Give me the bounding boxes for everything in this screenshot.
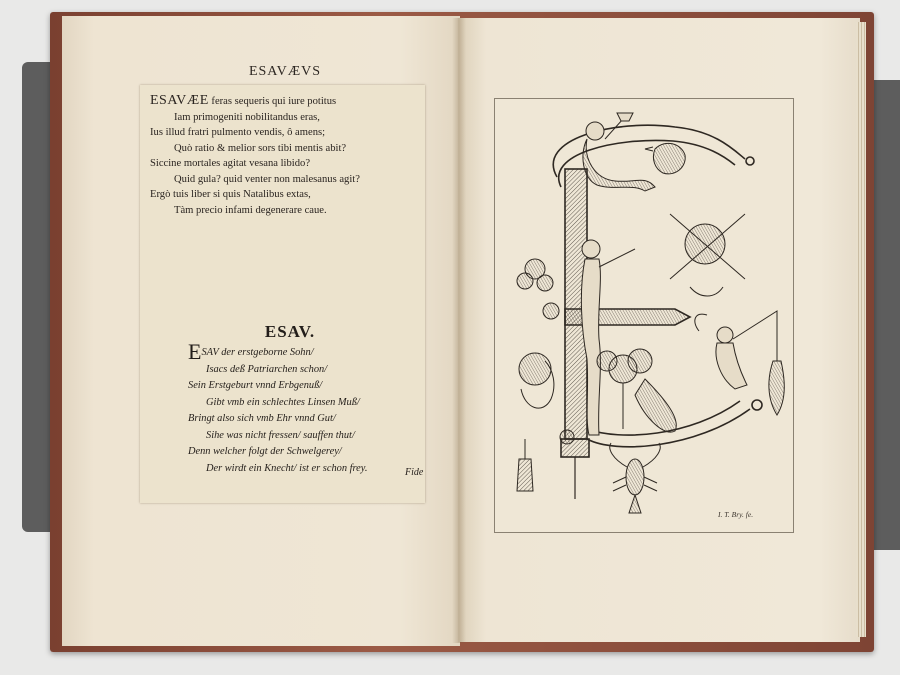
- latin-verse-line: [150, 141, 425, 157]
- latin-verse-line-text: Siccine mortales agitat vesana libido?: [150, 158, 311, 169]
- latin-verse-line-text: Quid gula? quid venter non malesanus agit?: [174, 173, 360, 185]
- german-verse-line-text: Gibt vmb ein schlechtes Linsen Muß/: [206, 396, 360, 408]
- latin-verses: [150, 93, 425, 218]
- german-verse-line: [188, 444, 423, 461]
- latin-verse-line: [150, 156, 425, 172]
- latin-verse-line: [150, 125, 425, 141]
- engraver-signature: I. T. Bry. fe.: [718, 510, 754, 519]
- latin-verse-line-text: Ius illud fratri pulmento vendis, ô amens;: [150, 127, 326, 138]
- german-verse-line: [188, 339, 423, 364]
- german-verse-line-text: Isacs deß Patriarchen schon/: [206, 363, 328, 375]
- latin-verse-line-text: Tàm precio infami degenerare caue.: [174, 204, 327, 216]
- latin-verse-line: [150, 172, 425, 188]
- german-verse-line: [188, 395, 423, 412]
- book-gutter: [452, 18, 466, 643]
- page-edges: [856, 22, 866, 637]
- catchword: Fide: [405, 467, 424, 478]
- latin-verse-line: [150, 203, 425, 219]
- latin-verse-line-text: Iam primogeniti nobilitandus eras,: [174, 111, 320, 123]
- german-verse-line: [188, 362, 423, 379]
- german-verse-line-initial: E: [188, 339, 202, 364]
- german-verse-line-text: SAV der erstgeborne Sohn/: [201, 347, 314, 358]
- german-verse-line-text: Sihe was nicht fressen/ sauffen thut/: [206, 429, 355, 441]
- latin-verse-line-text: Quò ratio & melior sors tibi mentis abit?: [174, 142, 347, 154]
- german-verse-line-text: Sein Erstgeburt vnnd Erbgenuß/: [188, 380, 323, 391]
- engraving-plate: [494, 98, 794, 533]
- german-verse-line-text: Denn welcher folgt der Schwelgerey/: [188, 446, 342, 457]
- latin-verse-line-initial: ESAVÆE: [150, 93, 209, 108]
- latin-verse-line-text: feras sequeris qui iure potitus: [208, 96, 337, 107]
- latin-verse-line: [150, 110, 425, 126]
- german-verse-line: [188, 411, 423, 428]
- latin-verse-line: [150, 93, 425, 110]
- latin-verse-line-text: Ergò tuis liber si quis Natalibus extas,: [150, 189, 311, 200]
- german-verse-line: [188, 428, 423, 445]
- latin-title: ESAVÆVS: [248, 64, 322, 79]
- german-title: ESAV.: [264, 322, 316, 341]
- german-verse-line-text: Bringt also sich vmb Ehr vnnd Gut/: [188, 413, 336, 424]
- german-verse-line: [188, 461, 423, 478]
- german-verse-line-text: Der wirdt ein Knecht/ ist er schon frey.: [206, 462, 368, 474]
- german-verses: [188, 339, 423, 477]
- ornamental-letter-e-engraving: [495, 99, 793, 532]
- german-verse-line: [188, 378, 423, 395]
- latin-verse-line: [150, 187, 425, 203]
